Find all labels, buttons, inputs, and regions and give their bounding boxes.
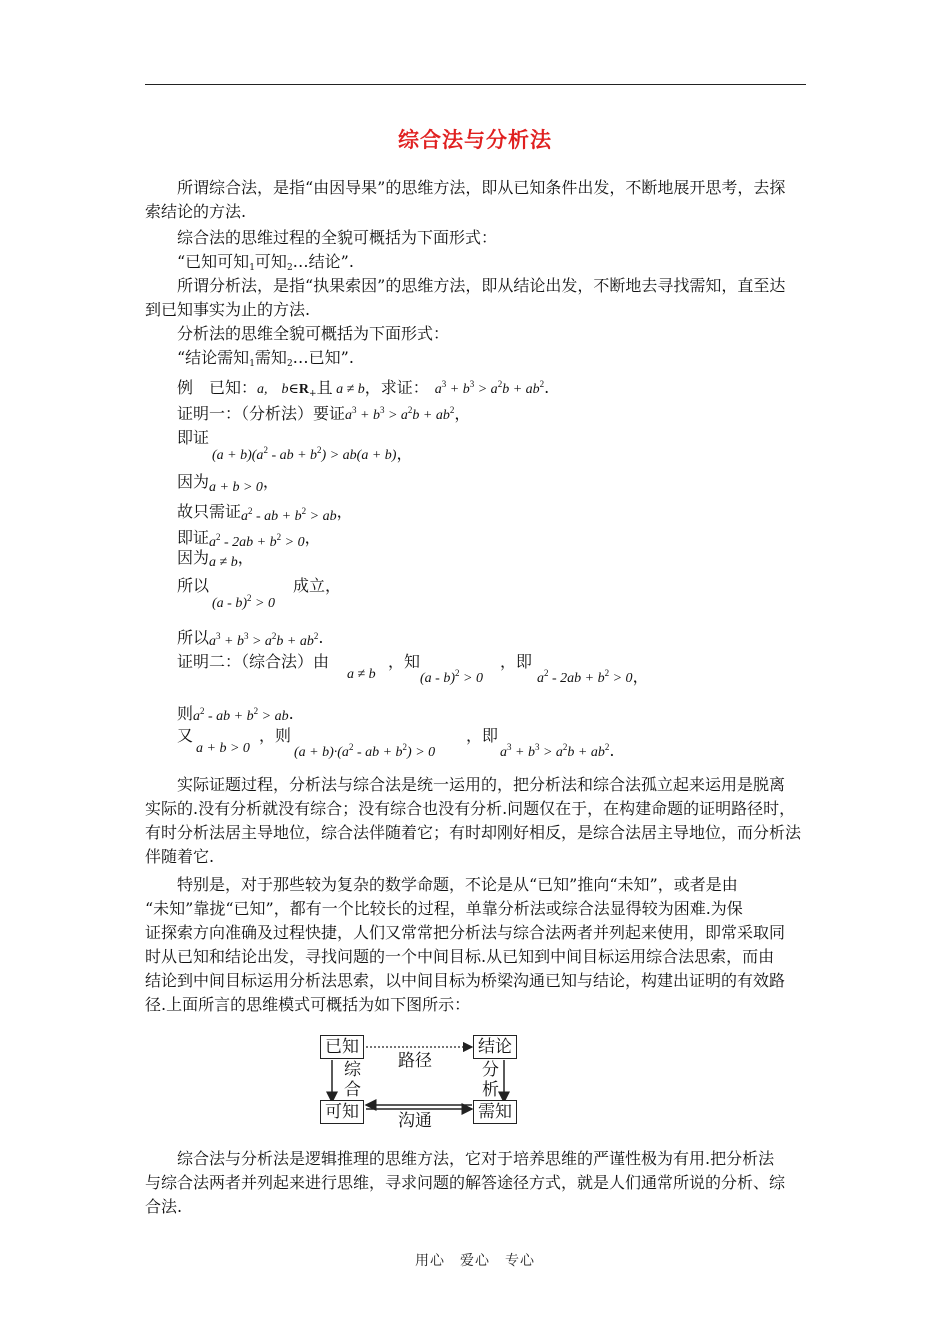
text: . <box>318 628 324 647</box>
text-line: 到已知事实为止的方法. <box>145 300 311 319</box>
analysis-form <box>177 348 354 374</box>
form-part: “已知可知 <box>177 252 250 271</box>
subscript: 2 <box>286 263 293 273</box>
proof-one-step <box>293 576 341 596</box>
synthesis-label: 综合 <box>344 1060 361 1100</box>
proof-one-step: 因为a ≠ b， <box>177 548 254 570</box>
text: 又 <box>177 726 194 745</box>
text-line: 综合法与分析法是逻辑推理的思维方法，它对于培养思维的严谨性极为有用.把分析法 <box>177 1149 775 1168</box>
proof-two-text <box>500 652 532 672</box>
text: 因为 <box>177 472 210 491</box>
proof-two-math: $a^2 - 2ab + b^2 > 0$， <box>537 667 649 686</box>
subscript: 2 <box>286 359 293 369</box>
form-part: 需知 <box>254 348 287 367</box>
synthesis-form-intro: 综合法的思维过程的全貌可概括为下面形式： <box>177 228 498 247</box>
page-footer: 用心 爱心 专心 <box>415 1253 535 1269</box>
form-part: …已知”. <box>292 348 354 367</box>
subscript: + <box>309 389 317 399</box>
text-line: 所谓综合法，是指“由因导果”的思维方法，即从已知条件出发，不断地展开思考，去探 <box>177 178 786 197</box>
text: 则 <box>177 704 194 723</box>
text-line: 证探索方向准确及过程快捷，人们又常常把分析法与综合法两者并列起来使用，即常采取同 <box>145 923 786 942</box>
proof-two-text <box>259 726 291 746</box>
practice-paragraph <box>145 773 809 869</box>
text: 因为 <box>177 548 210 567</box>
math-goal: $a^3 + b^3 > a^2b + ab^2$ <box>434 379 545 397</box>
text: ，求证： <box>364 378 429 397</box>
proof-two-math: a ≠ b <box>347 667 376 682</box>
known-box: 已知 <box>320 1035 364 1059</box>
thinking-mode-diagram <box>318 1030 518 1130</box>
text-line: 时从已知和结论出发，寻找问题的一个中间目标.从已知到中间目标运用综合法思索，而由 <box>145 947 775 966</box>
needed-box: 需知 <box>473 1100 517 1124</box>
proof-two-text <box>466 726 498 746</box>
proof-one-header <box>177 400 470 426</box>
text: 成立， <box>293 576 342 595</box>
proof-two-math: $(a + b)\cdot(a^2$ - ab + $b^2) > 0$ <box>294 742 436 760</box>
text-line: 实际证题过程，分析法与综合法是统一运用的，把分析法和综合法孤立起来运用是脱离 <box>177 775 786 794</box>
analysis-label: 分析 <box>482 1060 499 1100</box>
text: ， <box>454 404 471 423</box>
form-part: “结论需知 <box>177 348 250 367</box>
text: ，即 <box>500 652 533 671</box>
subscript: 1 <box>249 263 255 273</box>
text-line: 径.上面所言的思维模式可概括为如下图所示： <box>145 995 471 1014</box>
text-line: 所谓分析法，是指“执果索因”的思维方法，即从结论出发，不断地去寻找需知，直至达 <box>177 276 786 295</box>
intro-synthesis-paragraph <box>145 176 809 224</box>
text-line: 实际的.没有分析就没有综合；没有综合也没有分析.问题仅在于，在构建命题的证明路径时， <box>145 799 796 818</box>
text-line: “未知”靠拢“已知”，都有一个比较长的过程，单靠分析法或综合法显得较为困难.为保 <box>145 899 743 918</box>
text: ，即 <box>466 726 499 745</box>
proof-one-step: 即证$a^2 - 2ab + b^2 > 0$， <box>177 528 321 550</box>
bridge-label: 沟通 <box>398 1111 432 1131</box>
proof-two-text <box>388 652 420 672</box>
proof-two-math: (a - b)$^2$ > 0 <box>420 668 483 686</box>
proof-two-step <box>177 726 193 746</box>
text: ， <box>304 528 321 547</box>
proof-one-step <box>177 428 209 448</box>
proof-one-step-math: $(a + b)(a^2$ - ab + $b^2) > ab(a + b)$， <box>212 444 413 463</box>
text: 且 <box>316 378 333 397</box>
derivable-box: 可知 <box>320 1100 364 1124</box>
example-label: 例 已知： <box>177 378 258 397</box>
text: ， <box>237 548 254 567</box>
text: ， <box>336 502 353 521</box>
text: 所以 <box>177 576 210 595</box>
text-line: 索结论的方法. <box>145 202 247 221</box>
proof-one-conclusion: 所以$a^3 + b^3 > a^2b + ab^2$. <box>177 628 324 649</box>
proof-one-step <box>177 576 209 596</box>
text-line: 有时分析法居主导地位，综合法伴随着它；有时却刚好相反，是综合法居主导地位，而分析法 <box>145 823 802 842</box>
text: 所以 <box>177 628 210 647</box>
math: a, b∈ <box>257 382 299 397</box>
text: . <box>609 741 615 760</box>
text-line: 结论到中间目标运用分析法思索，以中间目标为桥梁沟通已知与结论，构建出证明的有效路 <box>145 971 786 990</box>
text: 证明一：（分析法）要证 <box>177 404 346 423</box>
special-case-paragraph <box>145 873 809 1017</box>
text: ， <box>396 444 413 463</box>
math: R <box>298 382 310 397</box>
header-rule <box>145 84 806 85</box>
text-line: 特别是，对于那些较为复杂的数学命题，不论是从“已知”推向“未知”，或者是由 <box>177 875 738 894</box>
page-title: 综合法与分析法 <box>398 127 552 152</box>
proof-one-step: 因为a + b > 0， <box>177 472 279 495</box>
math: $a^3 + b^3 > a^2b + ab^2$ <box>345 405 455 423</box>
proof-one-step: 故只需证$a^2$ - ab + $b^2$ > ab， <box>177 502 353 524</box>
conclusion-box: 结论 <box>473 1035 517 1059</box>
path-label: 路径 <box>398 1051 432 1071</box>
form-part: …结论”. <box>292 252 354 271</box>
proof-two-math: $a^3 + b^3 > a^2b + ab^2$. <box>500 741 615 760</box>
text: ，则 <box>259 726 292 745</box>
text: 证明二：（综合法）由 <box>177 652 330 671</box>
text: . <box>288 704 294 723</box>
text: 故只需证 <box>177 502 242 521</box>
analysis-form-intro: 分析法的思维全貌可概括为下面形式： <box>177 324 450 343</box>
text: . <box>544 378 550 397</box>
subscript: 1 <box>249 359 255 369</box>
text: 即证 <box>177 528 210 547</box>
math: a ≠ b <box>336 382 365 397</box>
closing-paragraph <box>145 1147 809 1219</box>
text-line: 伴随着它. <box>145 847 215 866</box>
intro-analysis-paragraph <box>145 274 809 322</box>
proof-two-header <box>177 652 329 672</box>
text-line: 合法. <box>145 1197 183 1216</box>
text: ， <box>262 472 279 491</box>
form-part: 可知 <box>254 252 287 271</box>
text-line: 与综合法两者并列起来进行思维，寻求问题的解答途径方式，就是人们通常所说的分析、综 <box>145 1173 786 1192</box>
proof-one-step-math: (a - b)$^2$ > 0 <box>212 593 275 611</box>
proof-two-step: 则$a^2$ - ab + $b^2$ > ab. <box>177 704 294 724</box>
text: 即证 <box>177 428 210 447</box>
text: ， <box>632 667 649 686</box>
text: ，知 <box>388 652 421 671</box>
proof-two-math: a + b > 0 <box>196 741 250 756</box>
